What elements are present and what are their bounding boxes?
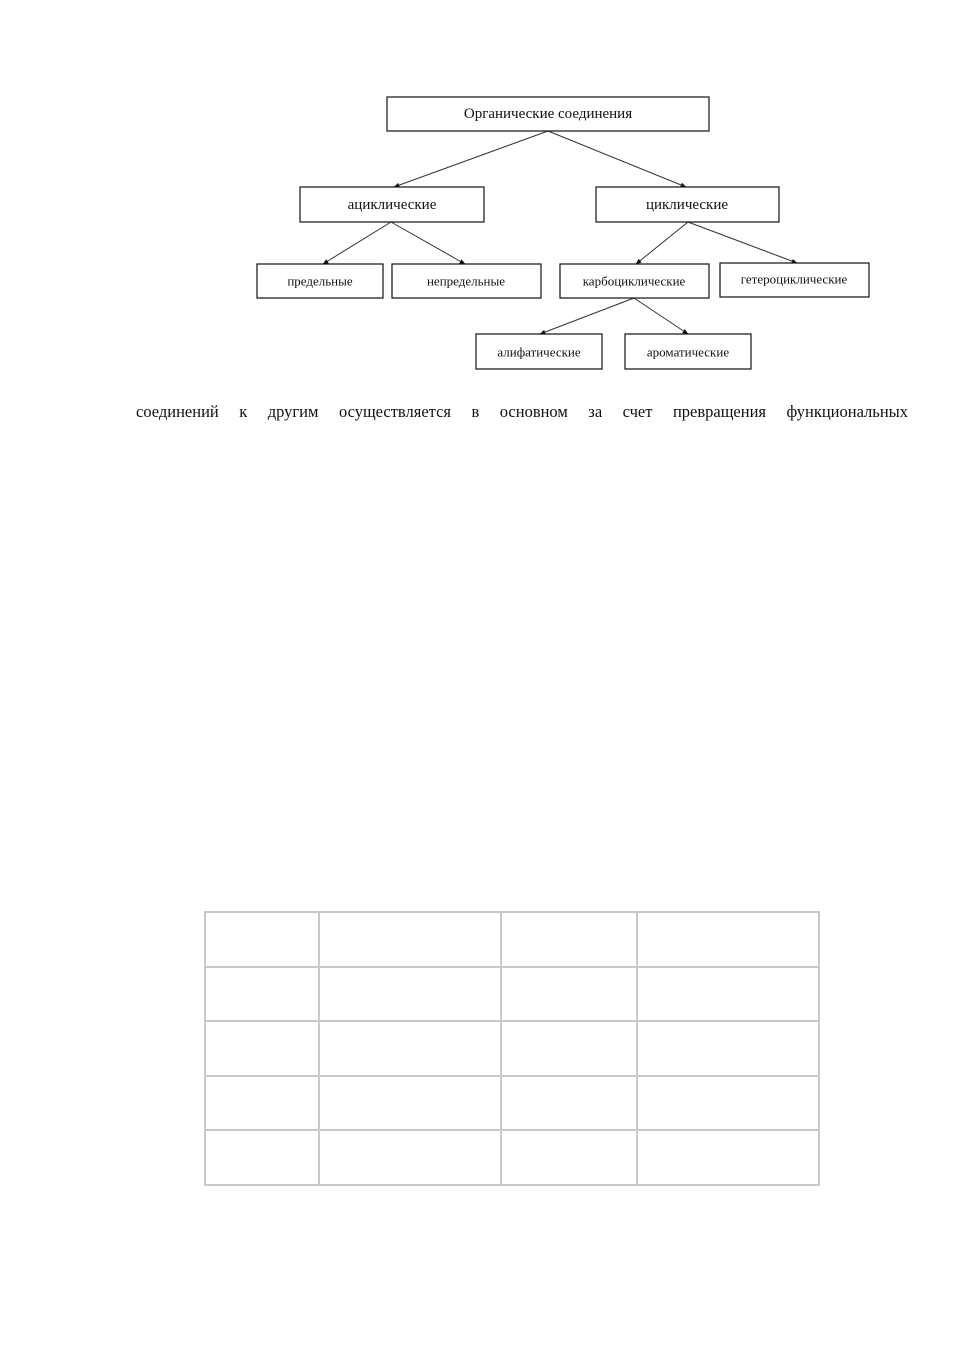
table-row: [205, 967, 819, 1022]
node-saturated-label: предельные: [287, 273, 353, 289]
table-cell: [501, 1021, 637, 1076]
table-row: [205, 1130, 819, 1185]
table-cell: [637, 967, 819, 1022]
node-heterocyclic: [720, 263, 869, 297]
table-row: [205, 1076, 819, 1131]
table-cell: [501, 967, 637, 1022]
edge-root-cyclic: [548, 131, 686, 187]
node-unsaturated-label: непредельные: [426, 273, 506, 289]
table-cell: [319, 912, 501, 967]
node-aromatic: [625, 334, 751, 369]
table-cell: [637, 1076, 819, 1131]
empty-table: [204, 911, 820, 1186]
edge-cyclic-carbocyclic: [636, 222, 688, 264]
table-cell: [501, 1076, 637, 1131]
table-cell: [319, 1076, 501, 1131]
table-cell: [319, 967, 501, 1022]
classification-diagram: [0, 0, 954, 390]
node-aliphatic-label: алифатические: [497, 344, 581, 360]
node-root-label: Органические соединения: [463, 106, 633, 122]
table-cell: [637, 1130, 819, 1185]
node-acyclic: [300, 187, 484, 222]
node-aliphatic: [476, 334, 602, 369]
node-carbocyclic: [560, 264, 709, 298]
table-cell: [319, 1130, 501, 1185]
edge-root-acyclic: [394, 131, 548, 187]
edge-cyclic-heterocyclic: [688, 222, 797, 263]
node-acyclic-label: ациклические: [347, 197, 437, 213]
node-cyclic: [596, 187, 779, 222]
table-cell: [319, 1021, 501, 1076]
diagram-edges: [323, 131, 797, 334]
table-cell: [205, 1076, 319, 1131]
table-cell: [205, 967, 319, 1022]
node-unsaturated: [392, 264, 541, 298]
node-aromatic-label: ароматические: [646, 344, 730, 360]
table-cell: [501, 912, 637, 967]
table-cell: [637, 1021, 819, 1076]
node-heterocyclic-label: гетероциклические: [740, 271, 848, 287]
table-row: [205, 912, 819, 967]
table-cell: [501, 1130, 637, 1185]
body-text-line: соединений к другим осуществляется в основном за счет превращения функциональных: [136, 402, 908, 421]
edge-acyclic-saturated: [323, 222, 391, 264]
table-cell: [205, 1130, 319, 1185]
table-cell: [205, 1021, 319, 1076]
table-cell: [205, 912, 319, 967]
table-row: [205, 1021, 819, 1076]
node-root: [387, 97, 709, 131]
node-cyclic-label: циклические: [645, 197, 729, 213]
edge-acyclic-unsaturated: [391, 222, 465, 264]
edge-carbocyclic-aliphatic: [540, 298, 634, 334]
table-cell: [637, 912, 819, 967]
edge-carbocyclic-aromatic: [634, 298, 688, 334]
node-carbocyclic-label: карбоциклические: [582, 273, 686, 289]
node-saturated: [257, 264, 383, 298]
